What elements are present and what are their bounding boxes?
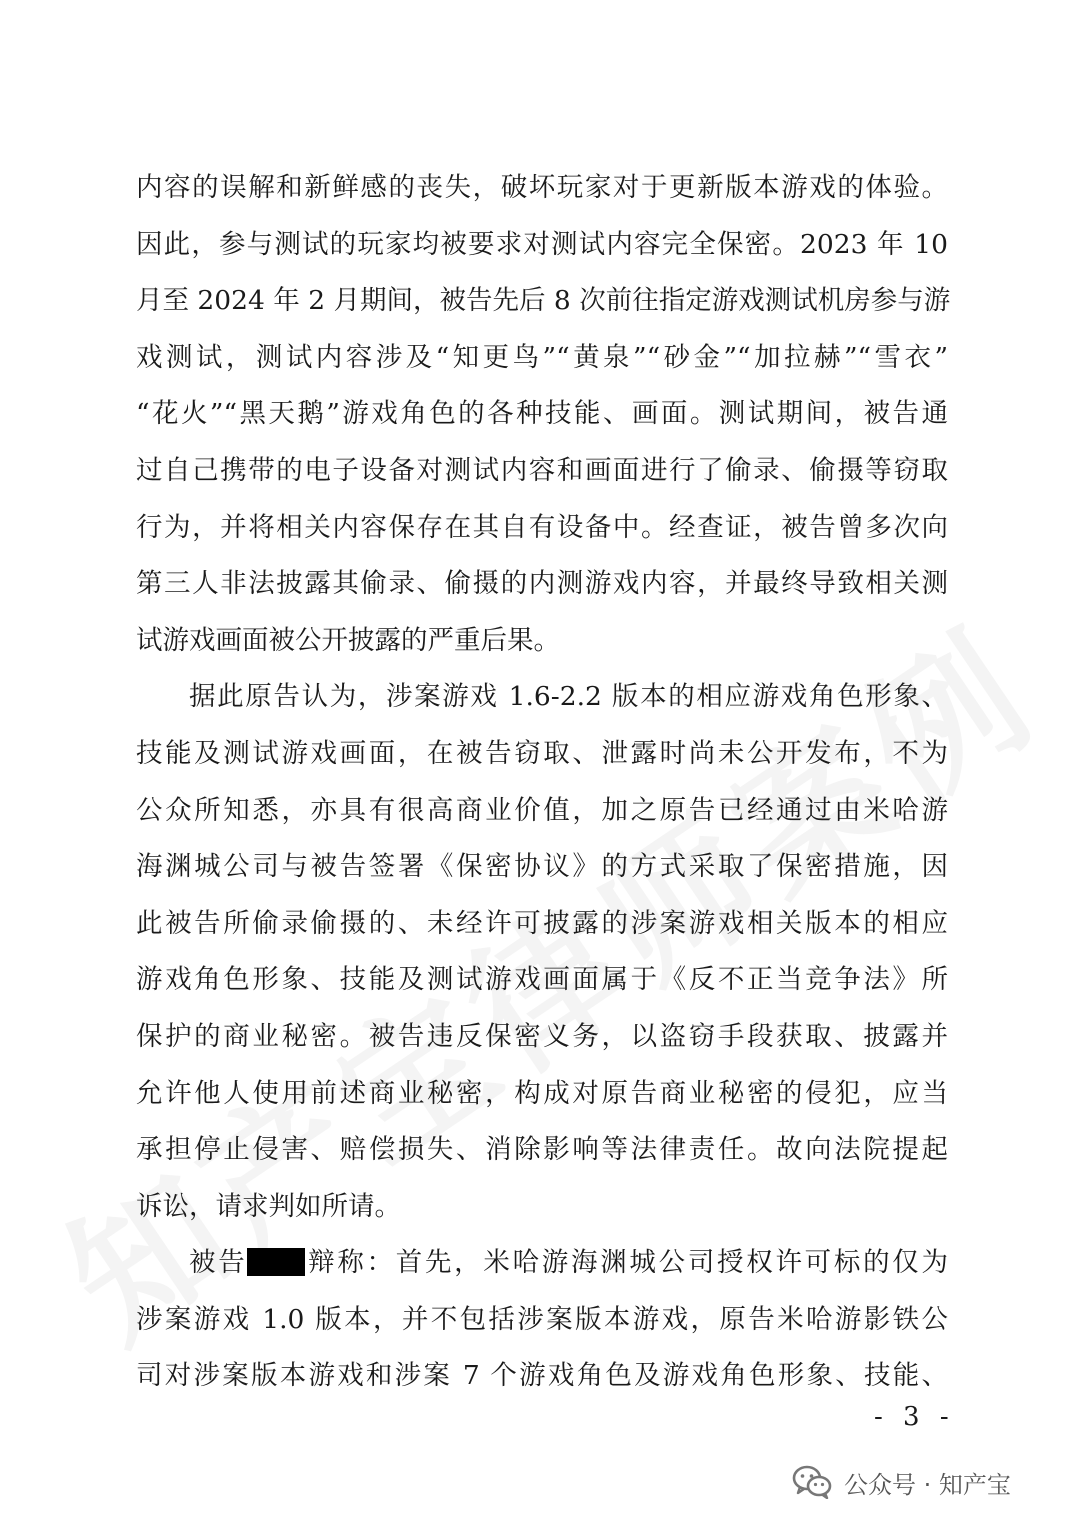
text-line: 公众所知悉，亦具有很高商业价值，加之原告已经通过由米哈游	[136, 794, 948, 826]
text-line: 允许他人使用前述商业秘密，构成对原告商业秘密的侵犯，应当	[136, 1077, 948, 1109]
text-line: 据此原告认为，涉案游戏 1.6-2.2 版本的相应游戏角色形象、	[189, 681, 948, 713]
defense-text: 辩称：首先，米哈游海渊城公司授权许可标的仅为	[305, 1247, 949, 1279]
text-line: 游戏角色形象、技能及测试游戏画面属于《反不正当竞争法》所	[136, 964, 948, 996]
wechat-label: 公众号 · 知产宝	[844, 1470, 1011, 1499]
text-line: 过自己携带的电子设备对测试内容和画面进行了偷录、偷摄等窃取	[136, 454, 948, 486]
text-line	[136, 1235, 948, 1292]
text-line: 第三人非法披露其偷录、偷摄的内测游戏内容，并最终导致相关测	[136, 568, 948, 600]
text-line: 试游戏画面被公开披露的严重后果。	[136, 624, 560, 656]
paragraph-1	[136, 160, 951, 669]
page-number: - 3 -	[874, 1402, 955, 1432]
text-line: 涉案游戏 1.0 版本，并不包括涉案版本游戏，原告米哈游影铁公	[136, 1303, 948, 1335]
text-line: 月至 2024 年 2 月期间，被告先后 8 次前往指定游戏测试机房参与游	[136, 285, 951, 317]
text-line: 诉讼，请求判如所请。	[136, 1190, 401, 1222]
text-line: 司对涉案版本游戏和涉案 7 个游戏角色及游戏角色形象、技能、	[136, 1360, 948, 1392]
text-line: 行为，并将相关内容保存在其自有设备中。经查证，被告曾多次向	[136, 511, 948, 543]
text-line: 承担停止侵害、赔偿损失、消除影响等法律责任。故向法院提起	[136, 1134, 948, 1166]
text-line: “花火”“黑天鹅”游戏角色的各种技能、画面。测试期间，被告通	[136, 398, 948, 430]
text-line: 因此，参与测试的玩家均被要求对测试内容完全保密。2023 年 10	[136, 228, 948, 260]
text-line: 保护的商业秘密。被告违反保密义务，以盗窃手段获取、披露并	[136, 1020, 948, 1052]
document-body	[136, 160, 951, 1405]
paragraph-2	[136, 669, 948, 1235]
defendant-label: 被告	[189, 1247, 248, 1279]
text-line: 戏测试，测试内容涉及“知更鸟”“黄泉”“砂金”“加拉赫”“雪衣”	[136, 341, 948, 373]
paragraph-3	[136, 1235, 948, 1405]
text-line: 此被告所偷录偷摄的、未经许可披露的涉案游戏相关版本的相应	[136, 907, 948, 939]
wechat-icon	[792, 1465, 832, 1499]
wechat-footer	[792, 1462, 1011, 1502]
text-line: 海渊城公司与被告签署《保密协议》的方式采取了保密措施，因	[136, 851, 948, 883]
text-line: 内容的误解和新鲜感的丧失，破坏玩家对于更新版本游戏的体验。	[136, 172, 948, 203]
text-line: 技能及测试游戏画面，在被告窃取、泄露时尚未公开发布，不为	[136, 737, 948, 769]
redaction-box	[247, 1248, 305, 1276]
